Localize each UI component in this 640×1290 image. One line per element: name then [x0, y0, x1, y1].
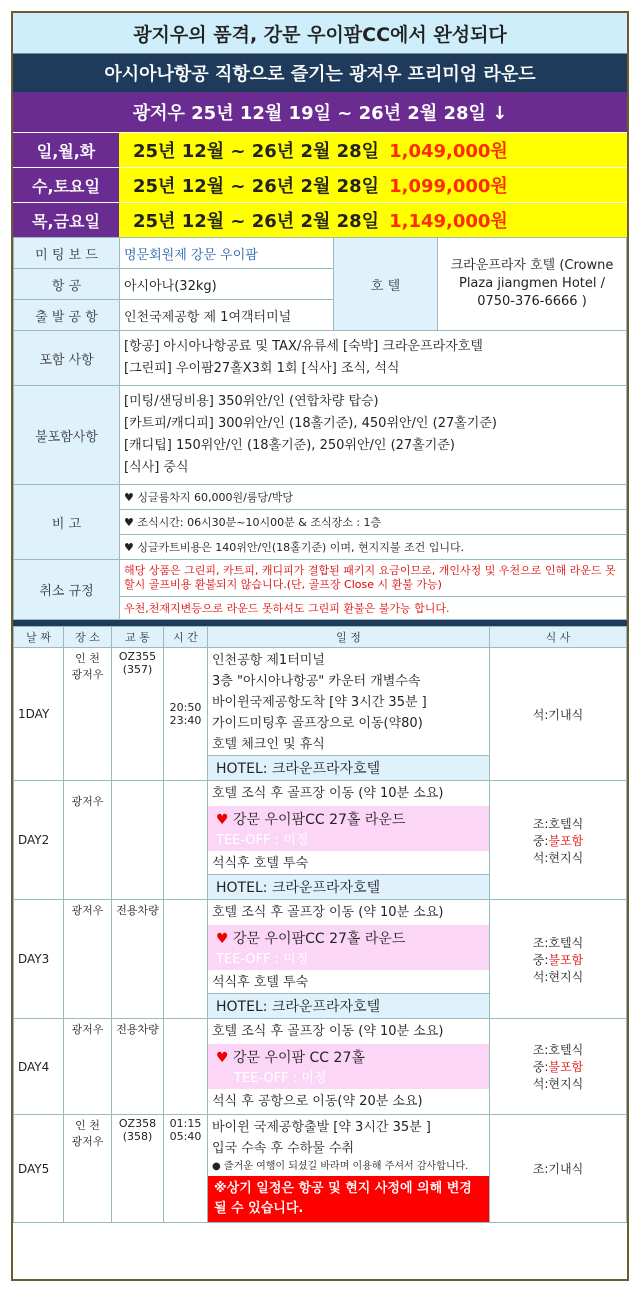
exclude-line: [식사] 중식 [124, 460, 189, 475]
heart-icon: ♥ [216, 812, 229, 828]
meeting-label: 미 팅 보 드 [14, 238, 120, 269]
meal-dinner: 석:현지식 [532, 1077, 584, 1091]
meal [490, 1019, 627, 1115]
transport: OZ358 (358) [112, 1115, 164, 1223]
itinerary [208, 900, 490, 1019]
price-value: 1,149,000원 [389, 211, 508, 232]
itinerary-line: 가이드미팅후 골프장으로 이동(약80) [212, 716, 423, 731]
itinerary-line: 인천공항 제1터미널 [212, 653, 325, 668]
price-value: 1,099,000원 [389, 176, 508, 197]
exclude-cell [120, 386, 627, 485]
cancel-line: 해당 상품은 그린피, 카트피, 캐디피가 결합된 패키지 요금이므로, 개인사정 및 우천으로 인해 라운드 못할시 골프비용 환불되지 않습니다.(단, 골프장 Close 시 환불 가능) [120, 560, 627, 597]
exclude-line: [미팅/샌딩비용] 350위안/인 (연합차량 탑승) [124, 394, 379, 409]
meeting-value: 명문회원제 강문 우이팜 [120, 238, 334, 269]
transport: 전용차량 [112, 1019, 164, 1115]
airline-label: 항 공 [14, 269, 120, 300]
info-table [13, 237, 627, 620]
tee-off: TEE-OFF : 미정 [216, 952, 309, 967]
cancel-label: 취소 규정 [14, 560, 120, 620]
meal-lunch [494, 832, 622, 849]
round-text: 강문 우이팜CC 27홀 라운드 [233, 931, 406, 947]
meal-lunch [494, 951, 622, 968]
place: 광저우 [64, 1019, 112, 1115]
time: 01:15 05:40 [164, 1115, 208, 1223]
heart-icon: ♥ [216, 1050, 229, 1066]
day-label: DAY4 [14, 1019, 64, 1115]
itinerary-line: 호텔 조식 후 골프장 이동 (약 10분 소요) [212, 1024, 444, 1039]
airport-value: 인천국제공항 제 1여객터미널 [120, 300, 334, 331]
note-label: 비 고 [14, 485, 120, 560]
include-label: 포함 사항 [14, 331, 120, 386]
tee-off: TEE-OFF : 미정 [216, 833, 309, 848]
day-label: DAY5 [14, 1115, 64, 1223]
golf-round-box [208, 925, 489, 970]
col-time: 시 간 [164, 627, 208, 648]
day-label: DAY2 [14, 781, 64, 900]
schedule-row [14, 900, 627, 1019]
meal-breakfast: 조:호텔식 [532, 935, 584, 950]
meal [490, 781, 627, 900]
transport [112, 781, 164, 900]
schedule-row [14, 781, 627, 900]
meal-lunch [494, 1058, 622, 1075]
round-line [216, 1047, 481, 1067]
itinerary [208, 648, 490, 781]
itinerary-line: 바이윈 국제공항출발 [약 3시간 35분 ] [212, 1120, 431, 1135]
col-itinerary: 일 정 [208, 627, 490, 648]
price-value: 1,049,000원 [389, 141, 508, 162]
price-row [13, 132, 627, 167]
meal-lunch-prefix: 중: [532, 952, 549, 967]
itinerary-line: 3층 "아시아나항공" 카운터 개별수속 [212, 674, 421, 689]
col-meal: 식 사 [490, 627, 627, 648]
place: 인 천 광저우 [64, 648, 112, 781]
itinerary-line: 입국 수속 후 수하물 수취 [212, 1141, 355, 1156]
place: 광저우 [64, 781, 112, 900]
schedule-row [14, 648, 627, 781]
include-line: [그린피] 우이팜27홀X3회 1회 [식사] 조식, 석식 [124, 361, 400, 376]
itinerary [208, 1019, 490, 1115]
time [164, 1019, 208, 1115]
transport: 전용차량 [112, 900, 164, 1019]
hotel-value: 크라운프라자 호텔 (Crowne Plaza jiangmen Hotel / 0750-376-6666 ) [438, 238, 627, 331]
price-period-text: 25년 12월 ~ 26년 2월 28일 [133, 141, 380, 162]
price-period-text: 25년 12월 ~ 26년 2월 28일 [133, 211, 380, 232]
price-row [13, 202, 627, 237]
golf-round-box [208, 1044, 489, 1089]
schedule-row [14, 1019, 627, 1115]
note-line: ♥ 조식시간: 06시30분~10시00분 & 조식장소 : 1층 [120, 510, 627, 535]
page-subtitle: 아시아나항공 직항으로 즐기는 광저우 프리미엄 라운드 [13, 54, 627, 92]
thanks-line: ● 즐거운 여행이 되셨길 바라며 이용해 주셔서 감사합니다. [212, 1161, 469, 1172]
brochure-frame [11, 11, 629, 1281]
price-row [13, 167, 627, 202]
meal-breakfast: 조:호텔식 [532, 816, 584, 831]
tee-off: TEE-OFF : 미정 [234, 1071, 327, 1086]
meal-lunch-prefix: 중: [532, 833, 549, 848]
meal-breakfast: 조:호텔식 [532, 1043, 584, 1057]
meal-dinner: 석:현지식 [532, 969, 584, 984]
meal: 조:기내식 [490, 1115, 627, 1223]
col-place: 장 소 [64, 627, 112, 648]
col-date: 날 짜 [14, 627, 64, 648]
itinerary-line: 호텔 체크인 및 휴식 [212, 737, 325, 752]
meal-lunch-value: 불포함 [548, 952, 584, 967]
itinerary-line: 호텔 조식 후 골프장 이동 (약 10분 소요) [212, 905, 444, 920]
place: 인 천 광저우 [64, 1115, 112, 1223]
meal-dinner: 석:현지식 [532, 850, 584, 865]
price-day-label: 수,토요일 [13, 168, 119, 202]
place: 광저우 [64, 900, 112, 1019]
itinerary-line: 석식 후 공항으로 이동(약 20분 소요) [212, 1094, 423, 1109]
meal: 석:기내식 [490, 648, 627, 781]
day-label: DAY3 [14, 900, 64, 1019]
cancel-line: 우천,천재지변등으로 라운드 못하셔도 그린피 환불은 불가능 합니다. [120, 597, 627, 620]
time: 20:50 23:40 [164, 648, 208, 781]
note-line: ♥ 싱글룸차지 60,000원/룸당/박당 [120, 485, 627, 510]
exclude-line: [카트피/캐디피] 300위안/인 (18홀기준), 450위안/인 (27홀기준) [124, 416, 497, 431]
golf-round-box [208, 806, 489, 851]
round-text: 강문 우이팜CC 27홀 라운드 [233, 812, 406, 828]
round-text: 강문 우이팜 CC 27홀 [233, 1050, 365, 1066]
schedule-row [14, 1115, 627, 1223]
meal-lunch-prefix: 중: [532, 1060, 549, 1074]
schedule-table [13, 626, 627, 1223]
hotel-line: HOTEL: 크라운프라자호텔 [208, 874, 489, 899]
period-banner: 광저우 25년 12월 19일 ~ 26년 2월 28일 ↓ [13, 92, 627, 132]
include-line: [항공] 아시아나항공료 및 TAX/유류세 [숙박] 크라운프라자호텔 [124, 339, 483, 354]
airport-label: 출 발 공 항 [14, 300, 120, 331]
include-cell [120, 331, 627, 386]
itinerary-line: 석식후 호텔 투숙 [212, 975, 309, 990]
price-period-text: 25년 12월 ~ 26년 2월 28일 [133, 176, 380, 197]
note-line: ♥ 싱글카트비용은 140위안/인(18홀기준) 이며, 현지지불 조건 입니다. [120, 535, 627, 560]
exclude-line: [캐디팁] 150위안/인 (18홀기준), 250위안/인 (27홀기준) [124, 438, 455, 453]
time [164, 900, 208, 1019]
hotel-line: HOTEL: 크라운프라자호텔 [208, 993, 489, 1018]
meal [490, 900, 627, 1019]
meal-lunch-value: 불포함 [548, 1060, 584, 1074]
round-line [216, 809, 481, 829]
col-transport: 교 통 [112, 627, 164, 648]
heart-icon: ♥ [216, 931, 229, 947]
price-period [119, 133, 627, 167]
day-label: 1DAY [14, 648, 64, 781]
hotel-line: HOTEL: 크라운프라자호텔 [208, 755, 489, 780]
time [164, 781, 208, 900]
price-day-label: 목,금요일 [13, 203, 119, 237]
itinerary [208, 781, 490, 900]
transport: OZ355 (357) [112, 648, 164, 781]
page-title: 광지우의 품격, 강문 우이팜CC에서 완성되다 [13, 13, 627, 54]
notice-box: ※상기 일정은 항공 및 현지 사정에 의해 변경될 수 있습니다. [208, 1176, 489, 1222]
meal-lunch-value: 불포함 [548, 833, 584, 848]
exclude-label: 불포함사항 [14, 386, 120, 485]
price-day-label: 일,월,화 [13, 133, 119, 167]
itinerary-line: 바이윈국제공항도착 [약 3시간 35분 ] [212, 695, 427, 710]
itinerary-line: 석식후 호텔 투숙 [212, 856, 309, 871]
round-line [216, 928, 481, 948]
hotel-label: 호 텔 [334, 238, 438, 331]
itinerary [208, 1115, 490, 1223]
airline-value: 아시아나(32kg) [120, 269, 334, 300]
price-period [119, 203, 627, 237]
price-period [119, 168, 627, 202]
itinerary-line: 호텔 조식 후 골프장 이동 (약 10분 소요) [212, 786, 444, 801]
